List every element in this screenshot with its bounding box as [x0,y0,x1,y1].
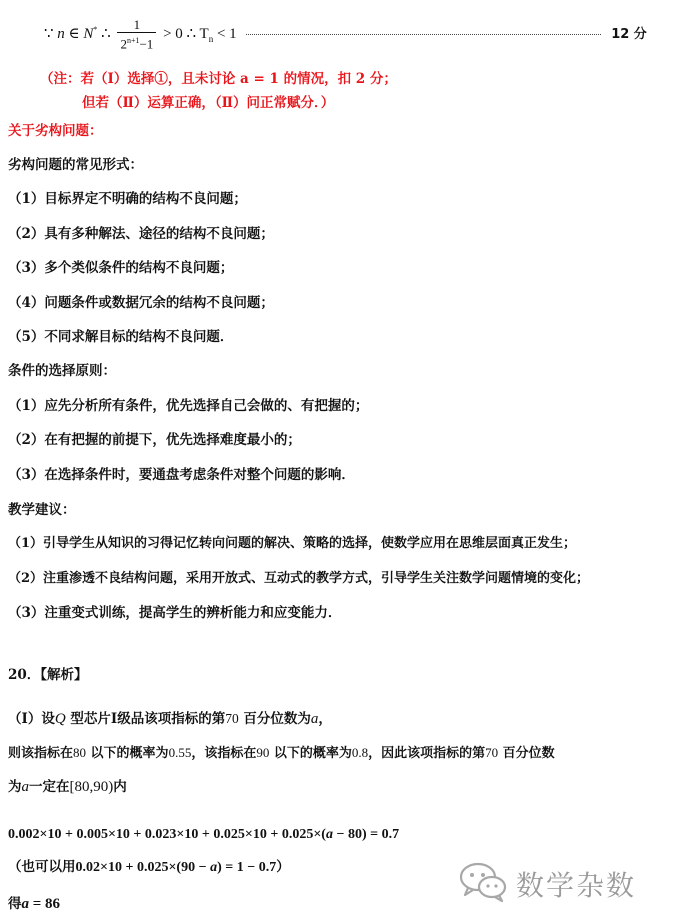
section-title: 关于劣构问题： [8,123,103,139]
top-formula-line [44,18,647,51]
p2-num-90: 90 [256,745,270,760]
p1-var-a: a [310,711,319,727]
q20-equation-2 [8,858,290,877]
p1-var-q: Q [54,711,66,727]
den-rest: −1 [139,36,154,52]
eq1-end: − 80) = 0.7 [332,827,400,842]
suggestions-heading: 教学建议： [8,502,76,518]
p2-text-e: ，因此该项指标的第 [368,746,486,761]
p1-num-70: 70 [225,711,239,726]
den-exponent: n+1 [126,36,140,45]
p1-text-b: 型芯片Ⅰ级品该项指标的第 [70,711,226,727]
eq2-text-b: 0.02×10 + 0.025×(90 − [75,860,211,875]
p2-num-80: 80 [73,745,87,760]
q20-title: 20．【解析】 [8,667,88,683]
forms-heading: 劣构问题的常见形式： [8,157,143,173]
p2-text-d: 以下的概率为 [273,746,352,761]
forms-item-1: （1）目标界定不明确的结构不良问题； [8,191,247,207]
forms-item-5: （5）不同求解目标的结构不良问题． [8,329,234,345]
q20-para-2 [8,744,555,763]
q20-para-1 [8,710,332,728]
q20-result [8,895,60,913]
t-subscript: n [208,34,214,45]
eq1-var-a: a [325,827,333,842]
den-base: 2 [120,36,127,52]
principles-item-2: （2）在有把握的前提下，优先选择难度最小的； [8,432,301,448]
p2-text-a: 则该指标在 [8,746,74,761]
n-star: * [93,25,98,35]
principles-item-1: （1）应先分析所有条件，优先选择自己会做的、有把握的； [8,398,369,414]
p3-var-a: a [21,779,29,795]
forms-item-2: （2）具有多种解法、途径的结构不良问题； [8,226,274,242]
p3-text-b: 一定在 [29,779,70,795]
result-var-a: a [21,896,29,912]
p2-text-b: 以下的概率为 [90,746,169,761]
p3-text-a: 为 [8,779,22,795]
p1-text-a: （Ⅰ）设 [8,711,55,727]
suggestions-item-3: （3）注重变式训练，提高学生的辨析能力和应变能力． [8,605,342,621]
q20-para-3 [8,778,127,796]
dotted-leader [246,34,601,35]
principles-item-3: （3）在选择条件时，要通盘考虑条件对整个问题的影响． [8,467,355,483]
suggestions-item-2: （2）注重渗透不良结构问题，采用开放式、互动式的教学方式，引导学生关注数学问题情境的变化； [8,571,590,586]
p2-num-70: 70 [485,745,499,760]
forms-item-4: （4）问题条件或数据冗余的结构不良问题； [8,295,274,311]
after-t: < 1 [213,26,237,43]
p1-end: ， [318,711,332,727]
watermark-text: 数学杂数 [516,869,637,902]
score-label: 12 分 [611,27,647,43]
eq2-text-c: ) = 1 − 0.7 [217,860,277,875]
wechat-icon [458,860,510,904]
p1-text-c: 百分位数为 [243,711,311,727]
suggestions-item-1: （1）引导学生从知识的习得记忆转向问题的解决、策略的选择，使数学应用在思维层面真正发生； [8,536,577,551]
because-symbol: ∵ [44,26,54,43]
p2-text-f: 百分位数 [502,746,555,761]
forms-item-3: （3）多个类似条件的结构不良问题； [8,260,234,276]
eq2-text-a: （也可以用 [8,859,76,875]
fraction-numerator: 1 [133,17,141,32]
p3-interval: [80,90) [69,779,114,795]
eq2-text-d: ） [276,859,290,875]
note-line-1: （注：若（Ⅰ）选择①，且未讨论 a = 1 的情况，扣 2 分； [40,71,397,87]
fraction [117,18,156,51]
p2-num-08: 0.8 [351,745,369,760]
after-fraction: > 0 ∴ T [163,26,209,43]
therefore-symbol: ∴ [101,26,111,43]
p2-num-055: 0.55 [168,745,192,760]
principles-heading: 条件的选择原则： [8,363,116,379]
eq1-text: 0.002×10 + 0.005×10 + 0.023×10 + 0.025×10 + 0.025×( [8,827,326,842]
result-text: 得 [8,896,22,912]
n-in-set: n ∈ N [57,26,94,43]
q20-equation-1 [8,826,399,844]
wechat-watermark [458,858,688,906]
result-value: = 86 [29,896,61,912]
note-line-2: 但若（Ⅱ）运算正确，（Ⅱ）问正常赋分．） [82,95,335,111]
p2-text-c: ，该指标在 [191,746,257,761]
eq2-var-a: a [210,860,218,875]
p3-text-c: 内 [113,779,127,795]
fraction-denominator [117,32,156,51]
